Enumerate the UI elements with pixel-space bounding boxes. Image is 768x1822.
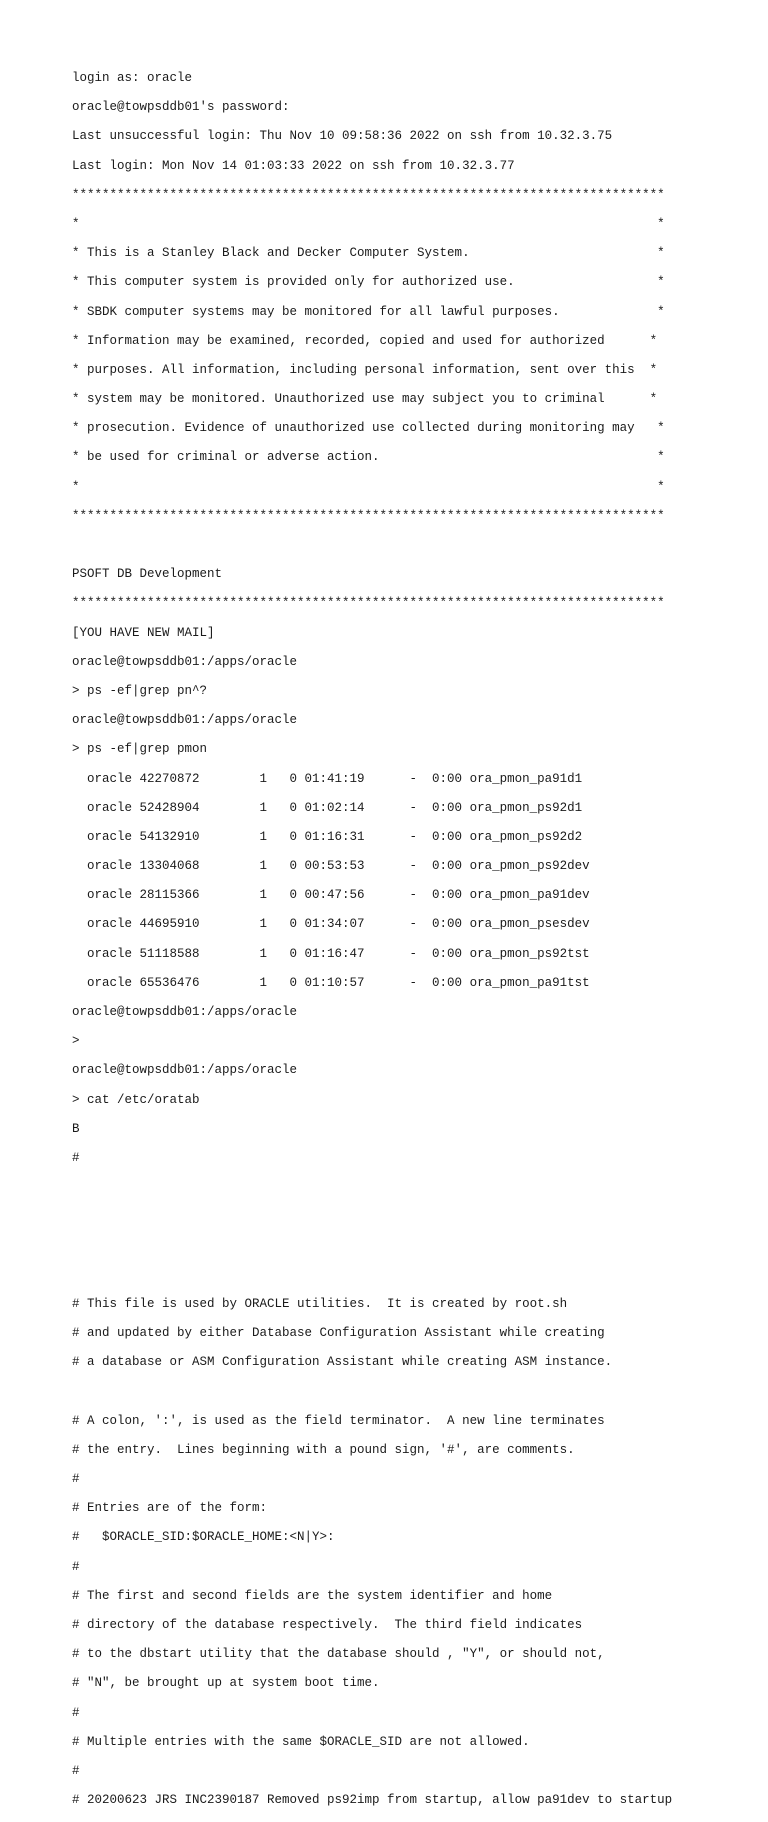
terminal-line: # This file is used by ORACLE utilities. It is created by root.sh bbox=[72, 1296, 568, 1311]
terminal-line bbox=[72, 1384, 672, 1399]
terminal-line: # Entries are of the form: bbox=[72, 1501, 268, 1516]
terminal-line: * prosecution. Evidence of unauthorized use collected during monitoring may * bbox=[72, 421, 665, 436]
terminal-line: > ps -ef|grep pn^? bbox=[72, 683, 208, 698]
terminal-line: # to the dbstart utility that the database should , "Y", or should not, bbox=[72, 1647, 605, 1662]
terminal-line: > ps -ef|grep pmon bbox=[72, 742, 208, 757]
terminal-line: * be used for criminal or adverse action. * bbox=[72, 450, 665, 465]
terminal-line bbox=[72, 538, 672, 553]
terminal-line: * purposes. All information, including personal information, sent over this * bbox=[72, 362, 658, 377]
terminal-line: oracle 13304068 1 0 00:53:53 - 0:00 ora_pmon_ps92dev bbox=[72, 859, 590, 874]
terminal-line: * * bbox=[72, 479, 665, 494]
terminal-line: # Multiple entries with the same $ORACLE_SID are not allowed. bbox=[72, 1734, 530, 1749]
terminal-line: * Information may be examined, recorded, copied and used for authorized * bbox=[72, 333, 658, 348]
terminal-line: B bbox=[72, 1121, 80, 1136]
terminal-line: * This computer system is provided only for authorized use. * bbox=[72, 275, 665, 290]
terminal-line bbox=[72, 1239, 672, 1254]
terminal-line: * system may be monitored. Unauthorized use may subject you to criminal * bbox=[72, 392, 658, 407]
terminal-line: # 20200623 JRS INC2390187 Removed ps92imp from startup, allow pa91dev to startup bbox=[72, 1793, 673, 1808]
terminal-line: # bbox=[72, 1763, 80, 1778]
terminal-line: # the entry. Lines beginning with a pound sign, '#', are comments. bbox=[72, 1442, 575, 1457]
terminal-line: oracle@towpsddb01's password: bbox=[72, 100, 290, 115]
terminal-line: # and updated by either Database Configuration Assistant while creating bbox=[72, 1326, 605, 1341]
terminal-line bbox=[72, 1209, 672, 1224]
terminal-line: # $ORACLE_SID:$ORACLE_HOME:<N|Y>: bbox=[72, 1530, 335, 1545]
terminal-line: * * bbox=[72, 216, 665, 231]
terminal-line: # The first and second fields are the system identifier and home bbox=[72, 1588, 553, 1603]
terminal-line: # directory of the database respectively. The third field indicates bbox=[72, 1617, 583, 1632]
terminal-line: # A colon, ':', is used as the field terminator. A new line terminates bbox=[72, 1413, 605, 1428]
terminal-line: oracle@towpsddb01:/apps/oracle bbox=[72, 713, 298, 728]
terminal-line: Last unsuccessful login: Thu Nov 10 09:58:36 2022 on ssh from 10.32.3.75 bbox=[72, 129, 613, 144]
terminal-line: # bbox=[72, 1150, 80, 1165]
terminal-line: oracle@towpsddb01:/apps/oracle bbox=[72, 654, 298, 669]
terminal-line: # a database or ASM Configuration Assistant while creating ASM instance. bbox=[72, 1355, 613, 1370]
terminal-line: # bbox=[72, 1705, 80, 1720]
terminal-line: ******************************************************************************* bbox=[72, 508, 665, 523]
terminal-line: * SBDK computer systems may be monitored for all lawful purposes. * bbox=[72, 304, 665, 319]
terminal-line bbox=[72, 1268, 672, 1283]
terminal-line: oracle 44695910 1 0 01:34:07 - 0:00 ora_pmon_psesdev bbox=[72, 917, 590, 932]
terminal-line: PSOFT DB Development bbox=[72, 567, 223, 582]
terminal-line: oracle 51118588 1 0 01:16:47 - 0:00 ora_pmon_ps92tst bbox=[72, 946, 590, 961]
terminal-line: > cat /etc/oratab bbox=[72, 1092, 200, 1107]
terminal-line: oracle 65536476 1 0 01:10:57 - 0:00 ora_pmon_pa91tst bbox=[72, 975, 590, 990]
terminal-line: # bbox=[72, 1559, 80, 1574]
terminal-line: * This is a Stanley Black and Decker Computer System. * bbox=[72, 246, 665, 261]
terminal-line: ******************************************************************************* bbox=[72, 187, 665, 202]
terminal-line: oracle@towpsddb01:/apps/oracle bbox=[72, 1005, 298, 1019]
terminal-line: oracle 28115366 1 0 00:47:56 - 0:00 ora_pmon_pa91dev bbox=[72, 888, 590, 903]
terminal-line: oracle 42270872 1 0 01:41:19 - 0:00 ora_pmon_pa91d1 bbox=[72, 771, 583, 786]
terminal-line: ******************************************************************************* bbox=[72, 596, 665, 611]
terminal-line: Last login: Mon Nov 14 01:03:33 2022 on ssh from 10.32.3.77 bbox=[72, 158, 515, 173]
terminal-output bbox=[72, 71, 672, 1822]
terminal-line: [YOU HAVE NEW MAIL] bbox=[72, 625, 215, 640]
terminal-line: oracle 54132910 1 0 01:16:31 - 0:00 ora_pmon_ps92d2 bbox=[72, 829, 583, 844]
terminal-line: > bbox=[72, 1034, 80, 1049]
terminal-line: # bbox=[72, 1472, 80, 1486]
terminal-line: oracle 52428904 1 0 01:02:14 - 0:00 ora_pmon_ps92d1 bbox=[72, 800, 583, 815]
terminal-line: # "N", be brought up at system boot time. bbox=[72, 1676, 380, 1691]
terminal-line: login as: oracle bbox=[72, 71, 193, 85]
terminal-line: oracle@towpsddb01:/apps/oracle bbox=[72, 1063, 298, 1078]
terminal-line bbox=[72, 1180, 672, 1195]
